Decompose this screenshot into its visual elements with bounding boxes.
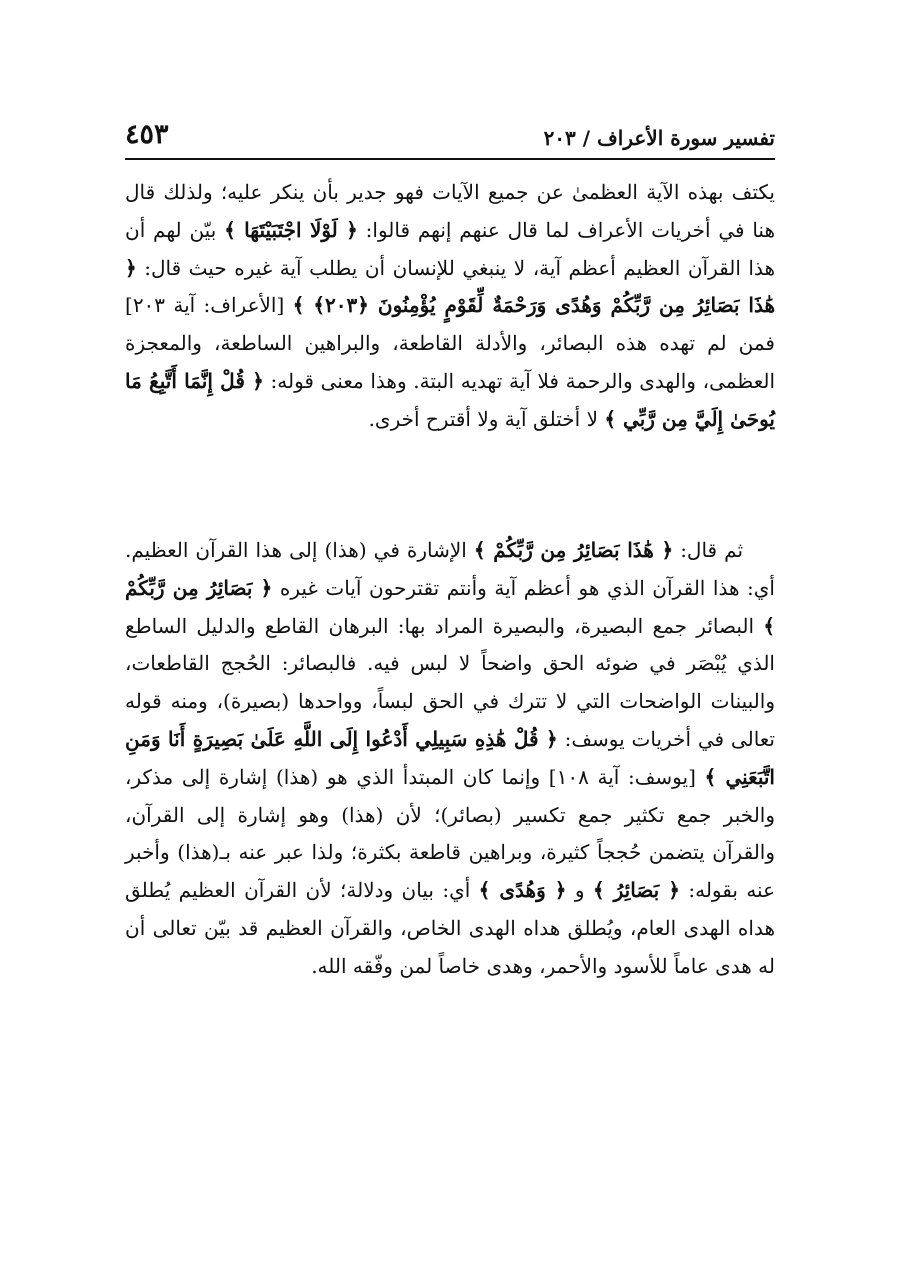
text-run: [الأعراف: آية ٢٠٣] فمن لم تهده هذه البصائر، والأدلة القاطعة، والبراهين الساطعة، والمعجزة العظمى، والهدى والرحمة فلا آية تهديه البتة. وهذا معنى قوله: [125, 293, 776, 393]
quran-verse: ﴿ بَصَائِرُ مِن رَّبِّكُمْ ﴾ [125, 575, 775, 638]
quran-verse: ﴿ لَوْلَا اجْتَبَيْتَهَا ﴾ [224, 217, 358, 242]
text-run: ثم قال: [673, 538, 744, 562]
quran-verse: ﴿ قُلْ هَٰذِهِ سَبِيلِي أَدْعُوا إِلَى اللَّهِ عَلَىٰ بَصِيرَةٍ أَنَا وَمَنِ اتَّبَعَنِي ﴾ [125, 726, 775, 789]
text-run: البصائر جمع البصيرة، والبصيرة المراد بها: البرهان القاطع والدليل الساطع الذي يُبْصَر في ضوئه الحق واضحاً لا لبس فيه. فالبصائر: الحُجج القاطعات، والبينات الواضحات التي لا تترك في الحق لبساً، وواحدها (بصيرة)، ومنه قوله تعالى في أخريات يوسف: [125, 613, 776, 751]
header-divider [125, 158, 775, 160]
running-title: تفسير سورة الأعراف / ٢٠٣ [543, 126, 775, 150]
text-run: الإشارة في (هذا) إلى هذا القرآن العظيم. أي: هذا القرآن الذي هو أعظم آية وأنتم تقترحون آيات غيره [125, 538, 775, 600]
text-run: و [566, 878, 593, 903]
quran-verse: ﴿ بَصَائِرُ ﴾ [592, 878, 680, 903]
quran-verse: ﴿ هَٰذَا بَصَائِرُ مِن رَّبِّكُمْ وَهُدًى وَرَحْمَةٌ لِّقَوْمٍ يُؤْمِنُونَ ﴿٢٠٣﴾ ﴾ [125, 255, 776, 318]
paragraph-1 [125, 174, 775, 439]
page-header [125, 100, 775, 150]
text-run: لا أختلق آية ولا أقترح أخرى. [368, 406, 605, 431]
text-run: يكتف بهذه الآية العظمىٰ عن جميع الآيات فهو جدير بأن ينكر عليه؛ ولذلك قال هنا في أخريات الأعراف لما قال عنهم إنهم قالوا: [125, 180, 776, 242]
page-number: ٤٥٣ [125, 119, 169, 150]
paragraph-2 [125, 532, 775, 986]
text-run: بيّن لهم أن هذا القرآن العظيم أعظم آية، لا ينبغي للإنسان أن يطلب آية غيره حيث قال: [125, 217, 775, 280]
text-run: أي: بيان ودلالة؛ لأن القرآن العظيم يُطلق هداه الهدى العام، ويُطلق هداه الهدى الخاص، والقرآن العظيم قد بيّن تعالى أن له هدى عاماً للأسود والأحمر، وهدى خاصاً لمن وفّقه الله. [125, 878, 775, 978]
quran-verse: ﴿ قُلْ إِنَّمَا أَتَّبِعُ مَا يُوحَىٰ إِلَيَّ مِن رَّبِّي ﴾ [125, 368, 775, 431]
text-run: [يوسف: آية ١٠٨] وإنما كان المبتدأ الذي هو (هذا) إشارة إلى مذكر، والخبر جمع تكثير جمع تكسير (بصائر)؛ لأن (هذا) وهو إشارة إلى القرآن، والقرآن يتضمن حُججاً كثيرة، وبراهين قاطعة بكثرة؛ ولذا عبر عنه بـ(هذا) وأخبر عنه بقوله: [125, 764, 776, 903]
quran-verse: ﴿ وَهُدًى ﴾ [478, 878, 567, 903]
quran-verse: ﴿ هَٰذَا بَصَائِرُ مِن رَّبِّكُمْ ﴾ [473, 538, 674, 562]
